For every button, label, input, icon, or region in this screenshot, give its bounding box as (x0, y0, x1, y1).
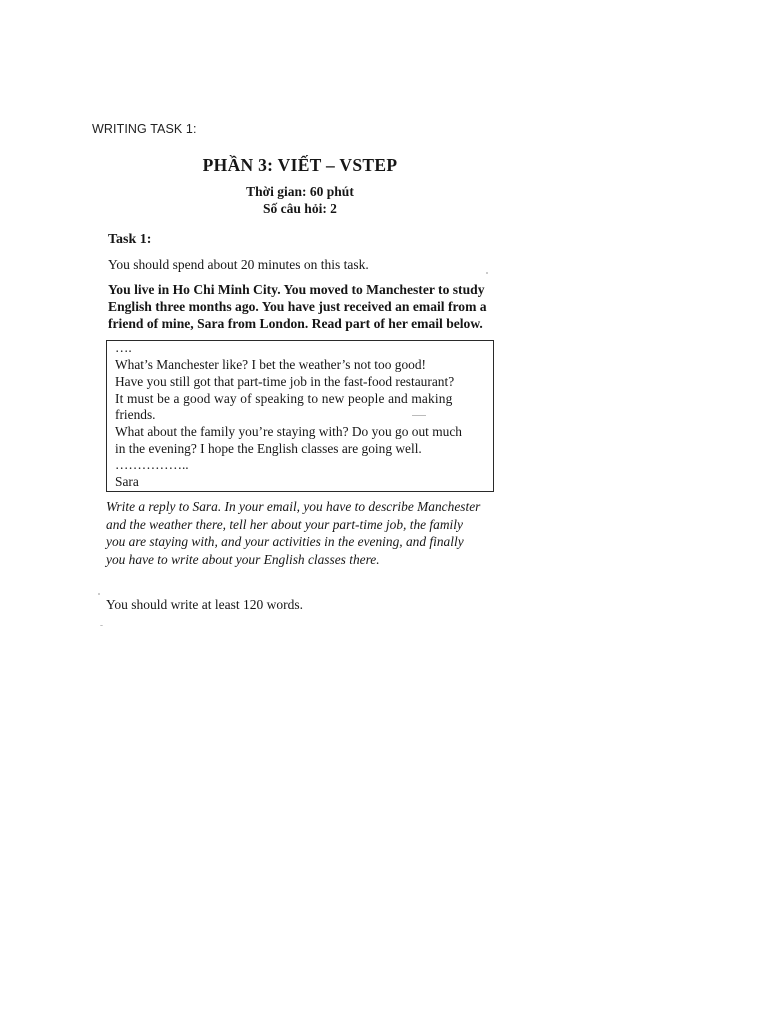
scan-speck (412, 415, 426, 416)
instruction-line: you have to write about your English classes there. (106, 551, 380, 567)
context-line: English three months ago. You have just received an email from a (108, 299, 487, 314)
time-advice: You should spend about 20 minutes on this task. (108, 257, 369, 272)
question-count: Số câu hỏi: 2 (263, 201, 337, 216)
email-excerpt-box (106, 340, 494, 492)
scan-speck (98, 593, 100, 595)
writing-task-heading: WRITING TASK 1: (92, 122, 197, 136)
email-line: Have you still got that part-time job in the fast-food restaurant? (115, 374, 455, 389)
task-label: Task 1: (108, 232, 152, 247)
task-instruction (106, 498, 506, 568)
task-context (108, 281, 508, 332)
scanned-exam-page (90, 145, 520, 635)
email-line: What about the family you’re staying with? Do you go out much (115, 424, 462, 439)
email-signature: Sara (115, 474, 139, 489)
scan-speck (486, 272, 488, 274)
email-line: …………….. (115, 457, 189, 472)
email-line: …. (115, 340, 132, 355)
context-line: You live in Ho Chi Minh City. You moved to Manchester to study (108, 282, 485, 297)
exam-time: Thời gian: 60 phút (246, 184, 354, 199)
email-line: What’s Manchester like? I bet the weather’s not too good! (115, 357, 426, 372)
instruction-line: you are staying with, and your activities in the evening, and finally (106, 534, 464, 549)
email-line: friends. (115, 407, 156, 422)
exam-title: PHẦN 3: VIẾT – VSTEP (202, 155, 398, 175)
word-count-requirement: You should write at least 120 words. (106, 597, 303, 612)
instruction-line: Write a reply to Sara. In your email, you have to describe Manchester (106, 499, 481, 514)
instruction-line: and the weather there, tell her about your part-time job, the family (106, 516, 463, 532)
email-line: in the evening? I hope the English classes are going well. (115, 441, 422, 456)
email-line: It must be a good way of speaking to new people and making (115, 391, 453, 406)
scan-speck (100, 625, 103, 626)
context-line: friend of mine, Sara from London. Read part of her email below. (108, 316, 483, 331)
